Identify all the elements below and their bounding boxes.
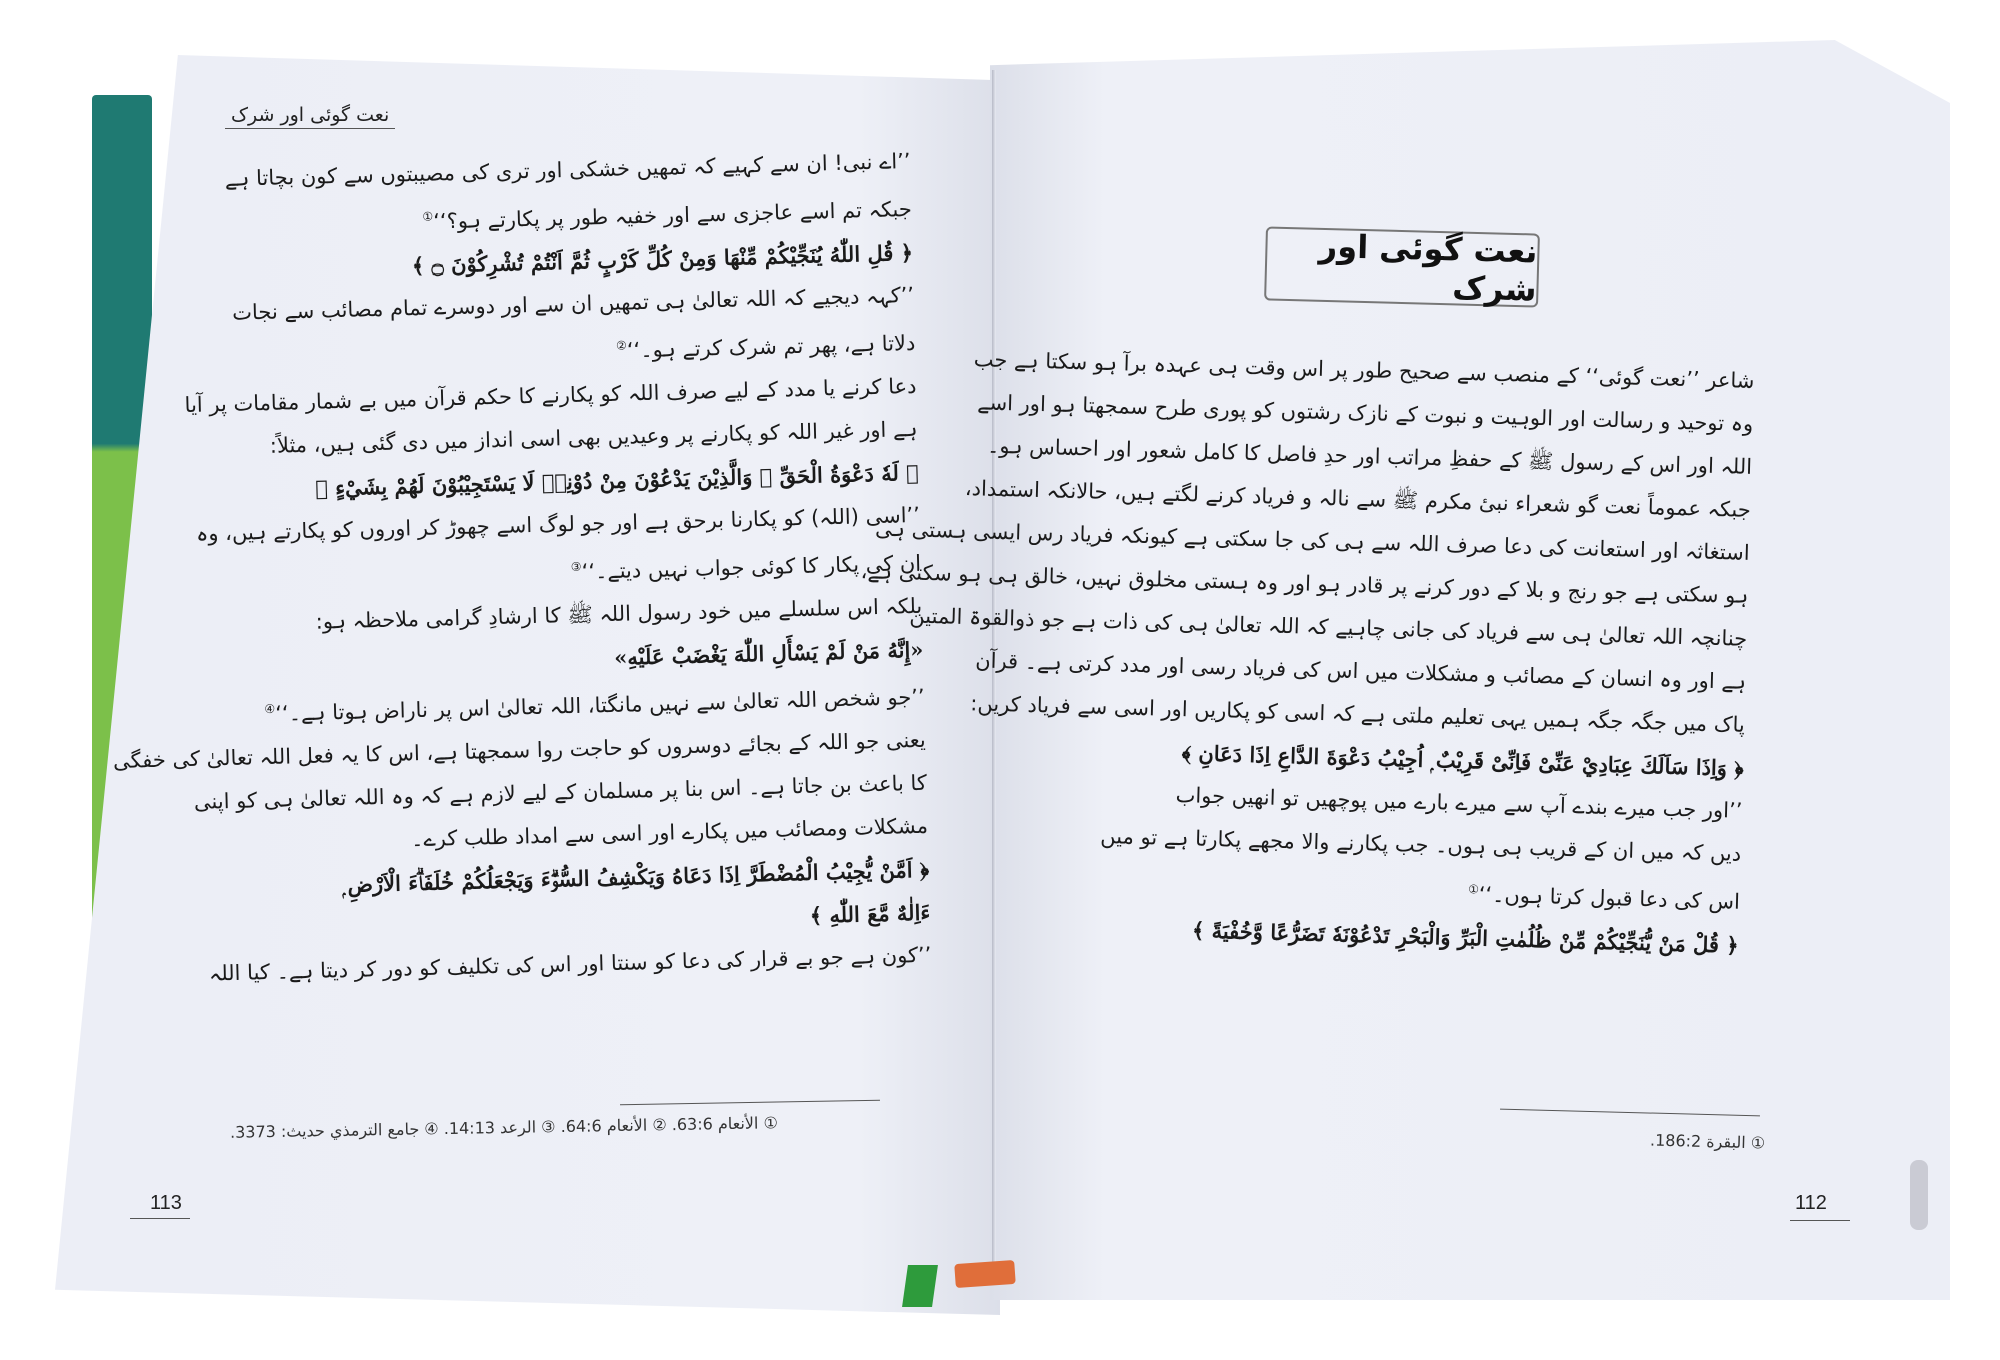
line-text: ہے اور غیر اللہ کو پکارنے پر وعیدیں بھی اسی انداز میں دی گئی ہیں، مثلاً: bbox=[269, 416, 918, 458]
line-text: ہو سکتی ہے جو رنج و بلا کے دور کرنے پر قادر ہو اور وہ ہستی مخلوق نہیں، خالق ہی ہو سکتی ہے، bbox=[860, 559, 1749, 608]
line-text: چنانچہ اللہ تعالیٰ ہی سے فریاد کی جانی چاہیے کہ اللہ تعالیٰ ہی کی ذات ہے جو ذوالقوۃ المتین bbox=[909, 603, 1748, 651]
line-text: ﴿ قُلْ مَنْ يُّنَجِّيْكُمْ مِّنْ ظُلُمٰتِ الْبَرِّ وَالْبَحْرِ تَدْعُوْنَهٗ تَضَرُّعًا وَّخُفْيَةً ﴾ bbox=[1191, 917, 1740, 958]
left-page-body bbox=[112, 140, 932, 995]
line-text: اس کی دعا قبول کرتا ہوں۔‘‘ bbox=[1478, 882, 1741, 914]
line-text: ’’کہہ دیجیے کہ اللہ تعالیٰ ہی تمھیں ان سے اور دوسرے تمام مصائب سے نجات bbox=[231, 282, 915, 325]
footnote-reference: ③ bbox=[570, 559, 582, 575]
running-header: نعت گوئی اور شرک bbox=[225, 104, 395, 129]
footnote-reference: ① bbox=[422, 209, 434, 224]
page-glare bbox=[1910, 1160, 1928, 1230]
line-text: ’’اسی (اللہ) کو پکارنا برحق ہے اور جو لوگ اسے چھوڑ کر اوروں کو پکارتے ہیں، وہ bbox=[195, 502, 921, 546]
line-text: دعا کرنے یا مدد کے لیے صرف اللہ کو پکارنے کا حکم قرآن میں بے شمار مقامات پر آیا bbox=[184, 373, 917, 418]
line-text: مشکلات ومصائب میں پکارے اور اسی سے امداد طلب کرے۔ bbox=[410, 813, 929, 852]
chapter-title-frame bbox=[1264, 226, 1540, 307]
line-text: وہ توحید و رسالت اور الوہیت و نبوت کے نازک رشتوں کو پوری طرح سمجھتا ہو اور اسے bbox=[977, 390, 1754, 436]
ribbon-bookmark-orange[interactable] bbox=[954, 1260, 1016, 1288]
line-text: ﴿ وَاِذَا سَاَلَكَ عِبَادِيْ عَنِّىْ فَاِنِّىْ قَرِيْبٌ ۭ اُجِيْبُ دَعْوَةَ الدَّاعِ اِذَا دَعَانِ ﴾ bbox=[1181, 740, 1744, 781]
footnotes-right: ① البقرة 186:2. bbox=[1649, 1130, 1766, 1153]
line-text: «إِنَّهُ مَنْ لَمْ يَسْأَلِ اللّٰهَ يَغْضَبْ عَلَيْهِ» bbox=[613, 636, 924, 670]
footnote-reference: ① bbox=[1467, 882, 1480, 897]
line-text: پاک میں جگہ جگہ ہمیں یہی تعلیم ملتی ہے کہ اسی کو پکاریں اور اسی سے فریاد کریں: bbox=[970, 691, 1746, 737]
line-text: بلکہ اس سلسلے میں خود رسول اللہ ﷺ کا ارشادِ گرامی ملاحظہ ہو: bbox=[315, 593, 923, 634]
line-text: شاعر ’’نعت گوئی‘‘ کے منصب سے صحیح طور پر اس وقت ہی عہدہ برآ ہو سکتا ہے جب bbox=[973, 347, 1755, 393]
line-text: ﴿ قُلِ اللّٰهُ يُنَجِّيْكُمْ مِّنْهَا وَمِنْ كُلِّ كَرْبٍ ثُمَّ اَنْتُمْ تُشْرِكُوْنَ ۝ ﴾ bbox=[411, 239, 914, 279]
line-text: ’’اور جب میرے بندے آپ سے میرے بارے میں پوچھیں تو انھیں جواب bbox=[1175, 783, 1743, 823]
page-number-right: 112 bbox=[1795, 1192, 1827, 1214]
line-text: ءَاِلٰهٌ مَّعَ اللّٰهِ ﴾ bbox=[809, 899, 931, 928]
line-text: اللہ اور اس کے رسول ﷺ کے حفظِ مراتب اور حدِ فاصل کا کامل شعور اور احساس ہو۔ bbox=[986, 433, 1753, 479]
page-number-ornament-left bbox=[130, 1218, 190, 1219]
page-number-left: 113 bbox=[150, 1192, 182, 1214]
line-text: دیں کہ میں ان کے قریب ہی ہوں۔ جب پکارنے والا مجھے پکارتا ہے تو میں bbox=[1100, 823, 1742, 866]
line-text: دلاتا ہے، پھر تم شرک کرتے ہو۔‘‘ bbox=[626, 330, 916, 363]
page-number-ornament-right bbox=[1790, 1220, 1850, 1221]
chapter-title: نعت گوئی اور شرک bbox=[1318, 226, 1538, 309]
line-text: ’’اے نبی! ان سے کہیے کہ تمھیں خشکی اور تری کی مصیبتوں سے کون بچاتا ہے bbox=[224, 148, 911, 191]
footnotes-left: ① الأنعام 63:6. ② الأنعام 64:6. ③ الرعد 14:13. ④ جامع الترمذي حديث: 3373. bbox=[229, 1113, 778, 1142]
footnote-reference: ② bbox=[615, 338, 627, 353]
line-text: جبکہ تم اسے عاجزی سے اور خفیہ طور پر پکارتے ہو؟‘‘ bbox=[432, 196, 913, 234]
line-text: جبکہ عموماً نعت گو شعراء نبیٔ مکرم ﷺ سے نالہ و فریاد کرنے لگتے ہیں، حالانکہ استمداد، bbox=[964, 475, 1752, 522]
line-text: ’’جو شخص اللہ تعالیٰ سے نہیں مانگتا، اللہ تعالیٰ اس پر ناراض ہوتا ہے۔‘‘ bbox=[274, 684, 925, 726]
line-text: یعنی جو اللہ کے بجائے دوسروں کو حاجت روا سمجھتا ہے، اس کا یہ فعل اللہ تعالیٰ کی خفگی bbox=[112, 727, 927, 774]
line-text: ہے اور وہ انسان کے مصائب و مشکلات میں اس کی فریاد رسی اور مدد کرتی ہے۔ قرآن bbox=[974, 648, 1747, 694]
ribbon-bookmark-green[interactable] bbox=[902, 1265, 938, 1307]
line-text: ﴿ اَمَّنْ يُّجِيْبُ الْمُضْطَرَّ اِذَا دَعَاهُ وَيَكْشِفُ السُّوْۗءَ وَيَجْعَلُكُمْ خُلَفَاۗءَ الْاَرْضِ ۭ bbox=[341, 856, 930, 898]
line-text: ﴿ لَهٗ دَعْوَةُ الْحَقِّ ۭ وَالَّذِيْنَ يَدْعُوْنَ مِنْ دُوْنِهٖ لَا يَسْتَجِيْبُوْنَ لَهُمْ بِشَيْءٍ ﴾ bbox=[314, 459, 920, 501]
line-text: ’’کون ہے جو بے قرار کی دعا کو سنتا اور اس کی تکلیف کو دور کر دیتا ہے۔ کیا اللہ bbox=[208, 942, 932, 986]
line-text: استغاثہ اور استعانت کی دعا صرف اللہ سے ہی کی جا سکتی ہے کیونکہ فریاد رس ایسی ہستی ہی bbox=[874, 516, 1750, 565]
line-text: کا باعث بن جاتا ہے۔ اس بنا پر مسلمان کے لیے لازم ہے کہ وہ اللہ تعالیٰ ہی کو اپنی bbox=[193, 770, 928, 814]
footnote-reference: ④ bbox=[264, 701, 276, 717]
line-text: ان کی پکار کا کوئی جواب نہیں دیتے۔‘‘ bbox=[581, 550, 922, 584]
